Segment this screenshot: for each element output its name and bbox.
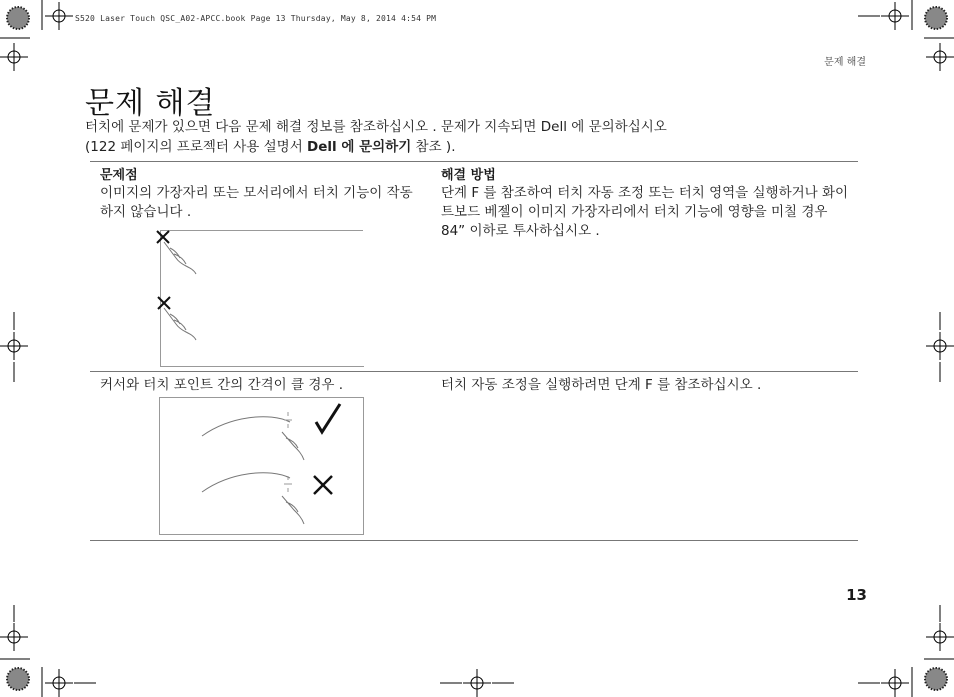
registration-mark-icon [45, 2, 73, 30]
page-title: 문제 해결 [85, 86, 216, 121]
cursor-offset-figures [160, 398, 362, 534]
check-mark-icon [316, 404, 340, 432]
column-header-solution: 해결 방법 [441, 168, 496, 183]
intro-paragraph [85, 117, 865, 157]
edge-touch-figures [150, 224, 220, 364]
table-top-rule [90, 161, 858, 162]
x-mark-icon [157, 231, 169, 243]
registration-mark-icon [926, 43, 954, 71]
starburst-icon [7, 7, 29, 29]
table-row-2-solution: 터치 자동 조정을 실행하려면 단계 F 를 참조하십시오 . [441, 377, 762, 393]
table-bottom-rule [90, 540, 858, 541]
registration-mark-icon [926, 623, 954, 651]
table-row-1-problem: 이미지의 가장자리 또는 모서리에서 터치 기능이 작동하지 않습니다 . [100, 185, 413, 220]
registration-mark-icon [926, 332, 954, 360]
table-row-2-problem: 커서와 터치 포인트 간의 간격이 클 경우 . [100, 377, 343, 393]
x-mark-icon [314, 476, 332, 494]
book-slug: S520 Laser Touch QSC_A02-APCC.book Page 13 Thursday, May 8, 2014 4:54 PM [75, 14, 437, 23]
finger-touch-icon [164, 308, 196, 340]
page-number: 13 [846, 586, 867, 604]
column-header-problem: 문제점 [100, 168, 138, 183]
registration-mark-icon [463, 669, 491, 697]
starburst-icon [925, 7, 947, 29]
registration-mark-icon [881, 2, 909, 30]
finger-touch-icon [282, 496, 304, 524]
x-mark-icon [158, 297, 170, 309]
starburst-icon [7, 668, 29, 690]
intro-line-1: 터치에 문제가 있으면 다음 문제 해결 정보를 참조하십시오 . 문제가 지속되면 Dell 에 문의하십시오 [85, 119, 667, 135]
registration-mark-icon [45, 669, 73, 697]
running-header: 문제 해결 [824, 57, 866, 68]
finger-touch-icon [164, 242, 196, 274]
contact-dell-reference: Dell 에 문의하기 [307, 139, 412, 155]
table-row-divider [90, 371, 858, 372]
registration-mark-icon [0, 43, 28, 71]
registration-mark-icon [0, 623, 28, 651]
registration-mark-icon [0, 332, 28, 360]
intro-line-2: (122 페이지의 프로젝터 사용 설명서 Dell 에 문의하기 참조 ). [85, 139, 456, 155]
registration-mark-icon [881, 669, 909, 697]
finger-touch-icon [282, 432, 304, 460]
table-row-1-solution: 단계 F 를 참조하여 터치 자동 조정 또는 터치 영역을 실행하거나 화이트보드 베젤이 이미지 가장자리에서 터치 기능에 영향을 미칠 경우 84” 이하로 투사하십시오 . [441, 185, 849, 239]
starburst-icon [925, 668, 947, 690]
